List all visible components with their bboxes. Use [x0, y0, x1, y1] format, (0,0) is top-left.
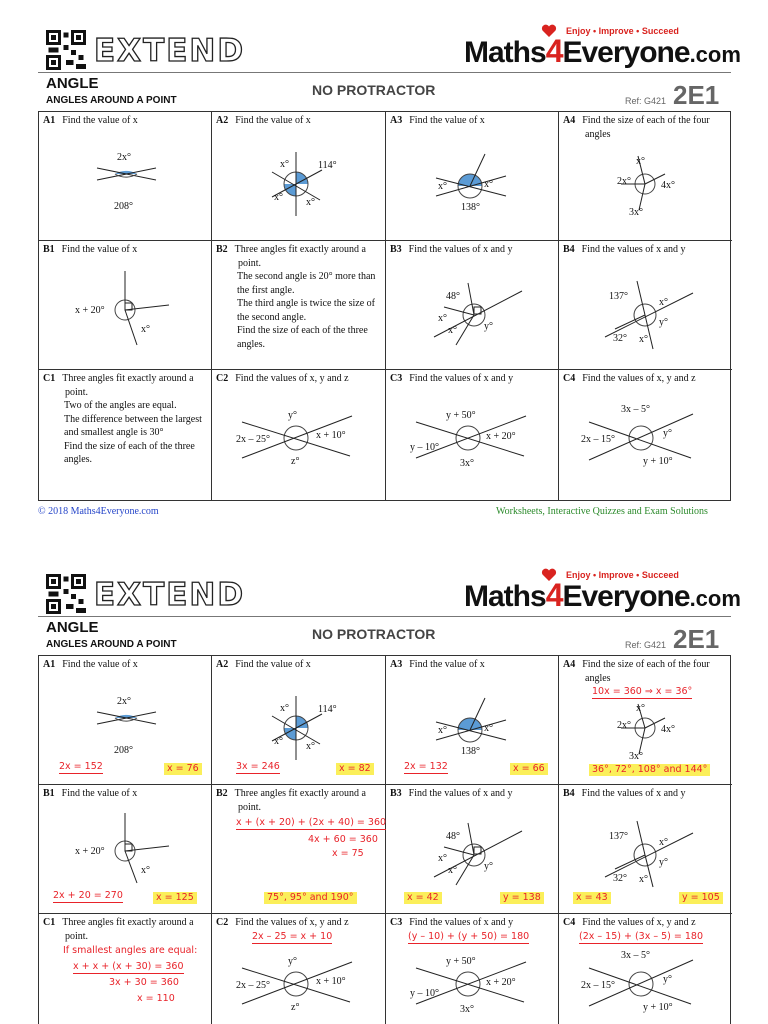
svg-text:208°: 208° — [114, 201, 133, 212]
svg-text:3x°: 3x° — [460, 458, 474, 469]
constraint-label: NO PROTRACTOR — [312, 82, 436, 98]
svg-text:x°: x° — [438, 853, 447, 864]
question-b4: B4 Find the values of x and y 137° x° y° x° 32° — [559, 241, 732, 370]
answer-a2: A2 Find the value of x x° 114° x° x° 3x = 246 x = 82 — [212, 656, 386, 785]
svg-text:y°: y° — [288, 410, 297, 421]
svg-text:2x – 15°: 2x – 15° — [581, 434, 615, 445]
answer-working: x = 110 — [137, 993, 175, 1004]
tagline: Enjoy • Improve • Succeed — [566, 570, 679, 580]
answer-x: x = 42 — [404, 892, 442, 904]
svg-text:x°: x° — [280, 703, 289, 714]
answer-working: 2x = 152 — [59, 761, 103, 772]
answer-y: y = 105 — [679, 892, 723, 904]
svg-text:y°: y° — [659, 317, 668, 328]
qr-code-icon — [46, 30, 86, 70]
question-grid — [38, 111, 731, 501]
svg-text:x + 10°: x + 10° — [316, 976, 346, 987]
svg-text:x°: x° — [438, 313, 447, 324]
svg-text:2x°: 2x° — [117, 696, 131, 707]
svg-text:x + 20°: x + 20° — [486, 977, 516, 988]
diagram-b3 — [386, 241, 559, 370]
sheet-code: 2E1 — [673, 624, 720, 654]
svg-text:y°: y° — [659, 857, 668, 868]
diagram-a3 — [386, 112, 559, 241]
answer-working: x + (x + 20) + (2x + 40) = 360 — [236, 817, 387, 828]
diagram-c2 — [212, 370, 386, 500]
diagram-a1 — [39, 112, 212, 241]
svg-text:x°: x° — [141, 324, 150, 335]
answer-result: x = 66 — [510, 763, 548, 775]
topic-title: ANGLE — [46, 619, 99, 636]
answer-working: 3x = 246 — [236, 761, 280, 772]
diagram-c2 — [212, 914, 386, 1024]
extend-label: EXTEND — [94, 577, 246, 613]
svg-text:3x – 5°: 3x – 5° — [621, 404, 650, 415]
answer-working: 10x = 360 ⇒ x = 36° — [592, 686, 693, 697]
svg-text:x°: x° — [639, 334, 648, 345]
footer-links[interactable]: Worksheets, Interactive Quizzes and Exam Solutions — [496, 506, 708, 517]
answer-result: 75°, 95° and 190° — [264, 892, 357, 904]
svg-text:138°: 138° — [461, 746, 480, 757]
answer-a1: A1 Find the value of x 2x° 208° 2x = 152 x = 76 — [39, 656, 212, 785]
svg-text:y + 50°: y + 50° — [446, 956, 476, 967]
diagram-a4 — [559, 112, 732, 241]
question-a4: A4 Find the size of each of the four angles 2x° 4x° 3x° x° — [559, 112, 732, 241]
answer-result: 36°, 72°, 108° and 144° — [589, 764, 710, 776]
answer-result: x = 125 — [153, 892, 197, 904]
svg-text:y + 10°: y + 10° — [643, 456, 673, 467]
subtopic-title: ANGLES AROUND A POINT — [46, 95, 177, 106]
answer-working: x + x + (x + 30) = 360 — [73, 961, 184, 972]
svg-text:y + 50°: y + 50° — [446, 410, 476, 421]
svg-text:x + 20°: x + 20° — [486, 431, 516, 442]
svg-text:x°: x° — [639, 874, 648, 885]
diagram-a2 — [212, 112, 386, 241]
answer-working: 4x + 60 = 360 — [308, 834, 378, 845]
reference-label: Ref: G421 — [625, 96, 667, 106]
svg-text:138°: 138° — [461, 202, 480, 213]
answer-result: x = 82 — [336, 763, 374, 775]
worksheet-answers — [0, 544, 768, 1024]
svg-text:114°: 114° — [318, 704, 337, 715]
brand-logo: Maths4Everyone.com — [464, 33, 741, 69]
svg-text:4x°: 4x° — [661, 180, 675, 191]
question-a3: A3 Find the value of x x° x° 138° — [386, 112, 559, 241]
question-b2: B2 Three angles fit exactly around a point. The second angle is 20° more than the first angle. The third angle is twice the size of the second angle. Find the size of each of the three angles. — [212, 241, 386, 370]
svg-text:y – 10°: y – 10° — [410, 988, 439, 999]
svg-text:y°: y° — [484, 861, 493, 872]
svg-text:z°: z° — [291, 456, 300, 467]
brand-logo: Maths4Everyone.com — [464, 577, 741, 613]
svg-text:3x°: 3x° — [629, 751, 643, 762]
svg-text:x°: x° — [306, 197, 315, 208]
svg-text:x°: x° — [280, 159, 289, 170]
svg-text:32°: 32° — [613, 873, 627, 884]
svg-text:3x°: 3x° — [629, 207, 643, 218]
qr-code-icon — [46, 574, 86, 614]
svg-text:x + 20°: x + 20° — [75, 305, 105, 316]
answer-working: 3x + 30 = 360 — [109, 977, 179, 988]
svg-text:x°: x° — [448, 865, 457, 876]
svg-text:x°: x° — [274, 736, 283, 747]
svg-text:y°: y° — [663, 428, 672, 439]
svg-text:3x°: 3x° — [460, 1004, 474, 1015]
svg-text:208°: 208° — [114, 745, 133, 756]
svg-text:x°: x° — [274, 192, 283, 203]
svg-text:2x – 15°: 2x – 15° — [581, 980, 615, 991]
answer-c2: C2 Find the values of x, y and z 2x – 25 = x + 10 y° 2x – 25° x + 10° z° — [212, 914, 386, 1024]
svg-text:x°: x° — [306, 741, 315, 752]
subtopic-title: ANGLES AROUND A POINT — [46, 639, 177, 650]
svg-text:y°: y° — [663, 974, 672, 985]
answer-working: (y – 10) + (y + 50) = 180 — [408, 931, 530, 942]
answer-working: 2x = 132 — [404, 761, 448, 772]
answer-working: 2x – 25 = x + 10 — [252, 931, 333, 942]
header-rule — [38, 616, 731, 617]
svg-text:2x°: 2x° — [617, 176, 631, 187]
svg-text:y°: y° — [288, 956, 297, 967]
svg-text:3x – 5°: 3x – 5° — [621, 950, 650, 961]
svg-text:2x°: 2x° — [617, 720, 631, 731]
svg-text:x°: x° — [659, 837, 668, 848]
answer-b1: B1 Find the value of x x + 20° x° 2x + 20 = 270 x = 125 — [39, 785, 212, 914]
svg-text:x°: x° — [438, 181, 447, 192]
answer-working: x = 75 — [332, 848, 364, 859]
svg-text:y + 10°: y + 10° — [643, 1002, 673, 1013]
extend-label: EXTEND — [94, 33, 246, 69]
svg-text:y°: y° — [484, 321, 493, 332]
svg-text:2x – 25°: 2x – 25° — [236, 434, 270, 445]
svg-text:x°: x° — [448, 325, 457, 336]
question-b3: B3 Find the values of x and y 48° x° x° y° — [386, 241, 559, 370]
svg-text:x°: x° — [636, 156, 645, 167]
answer-b2: B2 Three angles fit exactly around a point. x + (x + 20) + (2x + 40) = 360 4x + 60 = 360 x = 75 75°, 95° and 190° — [212, 785, 386, 914]
svg-text:y – 10°: y – 10° — [410, 442, 439, 453]
diagram-c4 — [559, 370, 732, 500]
svg-text:x + 20°: x + 20° — [75, 846, 105, 857]
reference-label: Ref: G421 — [625, 640, 667, 650]
answer-b3: B3 Find the values of x and y 48° x° x° y° x = 42 y = 138 — [386, 785, 559, 914]
svg-text:x°: x° — [659, 297, 668, 308]
sheet-code: 2E1 — [673, 80, 720, 110]
answer-x: x = 43 — [573, 892, 611, 904]
answer-a4: A4 Find the size of each of the four angles 10x = 360 ⇒ x = 36° 2x° 4x° 3x° x° 36°, 72°, 108° and 144° — [559, 656, 732, 785]
svg-text:137°: 137° — [609, 291, 628, 302]
answer-y: y = 138 — [500, 892, 544, 904]
topic-title: ANGLE — [46, 75, 99, 92]
answer-c4: C4 Find the values of x, y and z (2x – 15) + (3x – 5) = 180 3x – 5° 2x – 15° y° y + 10° — [559, 914, 732, 1024]
constraint-label: NO PROTRACTOR — [312, 626, 436, 642]
question-c2: C2 Find the values of x, y and z y° 2x – 25° x + 10° z° — [212, 370, 386, 500]
svg-text:x°: x° — [484, 723, 493, 734]
answer-working: (2x – 15) + (3x – 5) = 180 — [579, 931, 704, 942]
question-a1: A1 Find the value of x 2x° 208° — [39, 112, 212, 241]
svg-text:x°: x° — [141, 865, 150, 876]
diagram-b1 — [39, 241, 212, 370]
diagram-c3 — [386, 370, 559, 500]
svg-text:48°: 48° — [446, 831, 460, 842]
copyright-link[interactable]: © 2018 Maths4Everyone.com — [38, 506, 159, 517]
svg-text:4x°: 4x° — [661, 724, 675, 735]
svg-text:48°: 48° — [446, 291, 460, 302]
question-a2: A2 Find the value of x x° 114° x° x° — [212, 112, 386, 241]
svg-text:x°: x° — [484, 179, 493, 190]
svg-text:114°: 114° — [318, 160, 337, 171]
question-c1: C1 Three angles fit exactly around a point. Two of the angles are equal. The difference between the largest and smallest angle is 30° Find the size of each of the three angles. — [39, 370, 212, 500]
answer-grid — [38, 655, 731, 1024]
diagram-c4 — [559, 914, 732, 1024]
answer-c3: C3 Find the values of x and y (y – 10) + (y + 50) = 180 y + 50° y – 10° x + 20° 3x° — [386, 914, 559, 1024]
svg-text:2x°: 2x° — [117, 152, 131, 163]
diagram-c3 — [386, 914, 559, 1024]
tagline: Enjoy • Improve • Succeed — [566, 26, 679, 36]
answer-working: If smallest angles are equal: — [63, 945, 198, 956]
question-c4: C4 Find the values of x, y and z 3x – 5° 2x – 15° y° y + 10° — [559, 370, 732, 500]
question-b1: B1 Find the value of x x + 20° x° — [39, 241, 212, 370]
svg-text:x°: x° — [438, 725, 447, 736]
answer-b4: B4 Find the values of x and y 137° x° y° x° 32° x = 43 y = 105 — [559, 785, 732, 914]
svg-text:137°: 137° — [609, 831, 628, 842]
svg-text:2x – 25°: 2x – 25° — [236, 980, 270, 991]
svg-text:32°: 32° — [613, 333, 627, 344]
diagram-b4 — [559, 241, 732, 370]
answer-result: x = 76 — [164, 763, 202, 775]
answer-c1: C1 Three angles fit exactly around a point. If smallest angles are equal: x + x + (x + 30) = 360 3x + 30 = 360 x = 110 — [39, 914, 212, 1024]
svg-text:z°: z° — [291, 1002, 300, 1013]
svg-text:x°: x° — [636, 703, 645, 714]
answer-working: 2x + 20 = 270 — [53, 890, 123, 901]
svg-text:x + 10°: x + 10° — [316, 430, 346, 441]
header-rule — [38, 72, 731, 73]
question-c3: C3 Find the values of x and y y + 50° y – 10° x + 20° 3x° — [386, 370, 559, 500]
answer-a3: A3 Find the value of x x° x° 138° 2x = 132 x = 66 — [386, 656, 559, 785]
